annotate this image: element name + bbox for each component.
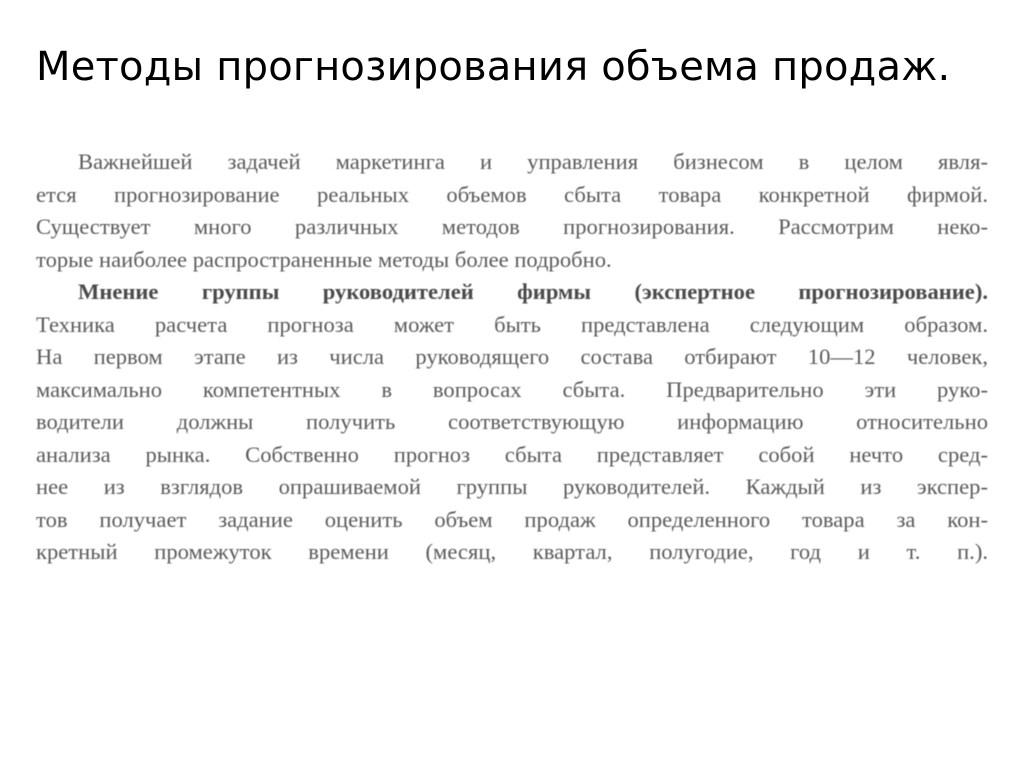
text-line: максимально компетентных в вопросах сбыта. Предварительно эти руко- [36, 376, 988, 402]
section-heading: Мнение группы руководителей фирмы (экспертное прогнозирование). [78, 279, 988, 304]
text-line: Существует много различных методов прогнозирования. Рассмотрим неко- [36, 214, 988, 239]
text-line: водители должны получить соответствующую информацию относительно [36, 409, 988, 434]
text-line: нее из взглядов опрашиваемой группы руководителей. Каждый из экспер- [36, 474, 988, 499]
text-line: На первом этапе из числа руководящего состава отбирают 10—12 человек, [36, 344, 988, 369]
scanned-text-block [36, 146, 988, 569]
text-line: ется прогнозирование реальных объемов сбыта товара конкретной фирмой. [36, 181, 988, 207]
text-line: торые наиболее распространенные методы более подробно. [36, 246, 612, 272]
text-line: тов получает задание оценить объем продаж определенного товара за кон- [36, 506, 988, 532]
text-line: Важнейшей задачей маркетинга и управления бизнесом в целом явля- [78, 149, 988, 174]
text-line: кретный промежуток времени (месяц, квартал, полугодие, год и т. п.). [36, 539, 988, 564]
text-line: Техника расчета прогноза может быть представлена следующим образом. [36, 311, 988, 337]
slide-title: Методы прогнозирования объема продаж. [36, 44, 951, 90]
text-line: анализа рынка. Собственно прогноз сбыта представляет собой нечто сред- [36, 441, 988, 467]
